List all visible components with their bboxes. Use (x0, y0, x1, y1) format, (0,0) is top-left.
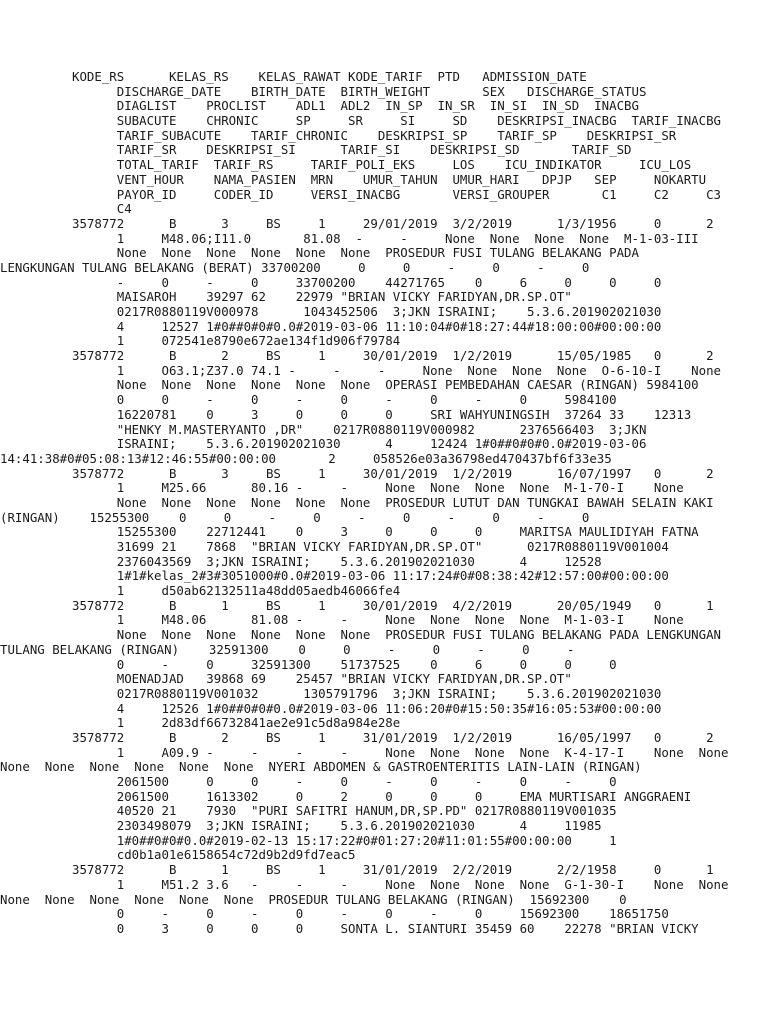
text-line: 31699 21 7868 "BRIAN VICKY FARIDYAN,DR.SP.OT" 0217R0880119V001004 (72, 539, 669, 554)
text-line: MOENADJAD 39868 69 25457 "BRIAN VICKY FARIDYAN,DR.SP.OT" (72, 671, 572, 687)
text-line: 4 12527 1#0##0#0#0.0#2019-03-06 11:10:04#0#18:27:44#18:00:00#00:00:00 (72, 318, 662, 334)
document-text (0, 69, 762, 937)
text-line: None None None None None None PROSEDUR FUSI TULANG BELAKANG PADA LENGKUNGAN (72, 627, 722, 643)
text-line: - 0 - 0 33700200 44271765 0 6 0 0 0 (72, 274, 662, 290)
text-line: MAISAROH 39297 62 22979 "BRIAN VICKY FARIDYAN,DR.SP.OT" (72, 289, 572, 305)
text-line: TULANG BELAKANG (RINGAN) 32591300 0 0 - 0 - 0 - (0, 641, 575, 657)
text-line: 1 072541e8790e672ae134f1d906f79784 (72, 333, 401, 349)
text-line: 1 d50ab62132511a48dd05aedb46066fe4 (72, 583, 401, 599)
text-line: C4 (72, 201, 132, 217)
text-line: 0217R0880119V001032 1305791796 3;JKN ISRAINI; 5.3.6.201902021030 (72, 685, 662, 701)
text-line: 1 M51.2 3.6 - - - None None None None G-1-30-I None None (72, 876, 729, 892)
text-line: None None None None None None OPERASI PEMBEDAHAN CAESAR (RINGAN) 5984100 (72, 377, 699, 393)
text-line: 4 12526 1#0##0#0#0.0#2019-03-06 11:06:20#0#15:50:35#16:05:53#00:00:00 (72, 700, 662, 716)
text-line: 1 O63.1;Z37.0 74.1 - - - None None None None O-6-10-I None (72, 362, 722, 378)
text-line: "HENKY M.MASTERYANTO ,DR" 0217R0880119V000982 2376566403 3;JKN (72, 421, 647, 437)
text-line: 3578772 B 2 BS 1 30/01/2019 1/2/2019 15/05/1985 0 2 (72, 348, 714, 364)
text-line: 2376043569 3;JKN ISRAINI; 5.3.6.201902021030 4 12528 (72, 553, 602, 569)
text-line: 1 M25.66 80.16 - - None None None None M-1-70-I None (72, 480, 684, 496)
text-line: 1 2d83df66732841ae2e91c5d8a984e28e (72, 715, 401, 731)
text-line: None None None None None None NYERI ABDOMEN & GASTROENTERITIS LAIN-LAIN (RINGAN) (0, 759, 642, 775)
text-line: 1 A09.9 - - - - None None None None K-4-17-I None None (72, 744, 729, 760)
text-line: 2061500 1613302 0 2 0 0 0 EMA MURTISARI ANGGRAENI (72, 788, 692, 804)
text-line: 3578772 B 1 BS 1 31/01/2019 2/2/2019 2/2/1958 0 1 (72, 862, 714, 878)
text-line: 3578772 B 3 BS 1 30/01/2019 1/2/2019 16/07/1997 0 2 (72, 465, 714, 481)
text-line: 0 0 - 0 - 0 - 0 - 0 5984100 (72, 392, 617, 408)
text-line: None None None None None None PROSEDUR TULANG BELAKANG (RINGAN) 15692300 0 (0, 891, 627, 907)
text-line: (RINGAN) 15255300 0 0 - 0 - 0 - 0 - 0 (0, 509, 590, 525)
text-line: TARIF_SR DESKRIPSI_SI TARIF_SI DESKRIPSI_SD TARIF_SD (72, 142, 632, 158)
text-line: 16220781 0 3 0 0 0 SRI WAHYUNINGSIH 37264 33 12313 (72, 406, 692, 422)
text-line: TOTAL_TARIF TARIF_RS TARIF_POLI_EKS LOS ICU_INDIKATOR ICU_LOS (72, 157, 692, 173)
text-line: 2303498079 3;JKN ISRAINI; 5.3.6.201902021030 4 11985 (72, 818, 602, 834)
text-line: 3578772 B 3 BS 1 29/01/2019 3/2/2019 1/3/1956 0 2 (72, 215, 714, 231)
text-line: 3578772 B 2 BS 1 31/01/2019 1/2/2019 16/05/1997 0 2 (72, 729, 714, 745)
text-line: 2061500 0 0 - 0 - 0 - 0 - 0 (72, 774, 617, 789)
text-line: SUBACUTE CHRONIC SP SR SI SD DESKRIPSI_INACBG TARIF_INACBG (72, 113, 722, 129)
text-line: KODE_RS KELAS_RS KELAS_RAWAT KODE_TARIF PTD ADMISSION_DATE (72, 69, 587, 84)
text-line: 0 - 0 - 0 - 0 - 0 15692300 18651750 (72, 906, 669, 922)
text-line: ISRAINI; 5.3.6.201902021030 4 12424 1#0##0#0#0.0#2019-03-06 (72, 436, 647, 452)
text-line: TARIF_SUBACUTE TARIF_CHRONIC DESKRIPSI_SP TARIF_SP DESKRIPSI_SR (72, 127, 677, 143)
text-line: DIAGLIST PROCLIST ADL1 ADL2 IN_SP IN_SR IN_SI IN_SD INACBG (72, 98, 639, 114)
text-line: 0217R0880119V000978 1043452506 3;JKN ISRAINI; 5.3.6.201902021030 (72, 304, 662, 319)
text-line: DISCHARGE_DATE BIRTH_DATE BIRTH_WEIGHT SEX DISCHARGE_STATUS (72, 83, 647, 99)
text-line: 0 3 0 0 0 SONTA L. SIANTURI 35459 60 22278 "BRIAN VICKY (72, 920, 699, 936)
text-line: 40520 21 7930 "PURI SAFITRI HANUM,DR,SP.PD" 0217R0880119V001035 (72, 803, 617, 819)
text-line: 14:41:38#0#05:08:13#12:46:55#00:00:00 2 058526e03a36798ed470437bf6f33e35 (0, 450, 612, 466)
text-line: LENGKUNGAN TULANG BELAKANG (BERAT) 33700200 0 0 - 0 - 0 (0, 259, 590, 275)
text-line: VENT_HOUR NAMA_PASIEN MRN UMUR_TAHUN UMUR_HARI DPJP SEP NOKARTU (72, 171, 707, 187)
text-line: 3578772 B 1 BS 1 30/01/2019 4/2/2019 20/05/1949 0 1 (72, 597, 714, 613)
text-line: 1 M48.06;I11.0 81.08 - - None None None None M-1-03-III (72, 230, 699, 246)
text-line: 0 - 0 32591300 51737525 0 6 0 0 0 (72, 656, 617, 672)
text-line: 1#0##0#0#0.0#2019-02-13 15:17:22#0#01:27:20#11:01:55#00:00:00 1 (72, 832, 617, 848)
text-line: 1#1#kelas_2#3#3051000#0.0#2019-03-06 11:17:24#0#08:38:42#12:57:00#00:00:00 (72, 568, 669, 584)
text-line: 1 M48.06 81.08 - - None None None None M-1-03-I None (72, 612, 684, 628)
text-line: None None None None None None PROSEDUR LUTUT DAN TUNGKAI BAWAH SELAIN KAKI (72, 494, 714, 510)
text-line: 15255300 22712441 0 3 0 0 0 MARITSA MAULIDIYAH FATNA (72, 524, 699, 540)
text-line: None None None None None None PROSEDUR FUSI TULANG BELAKANG PADA (72, 245, 639, 261)
text-line: cd0b1a01e6158654c72d9b2d9fd7eac5 (72, 847, 356, 863)
text-line: PAYOR_ID CODER_ID VERSI_INACBG VERSI_GROUPER C1 C2 C3 (72, 186, 722, 202)
